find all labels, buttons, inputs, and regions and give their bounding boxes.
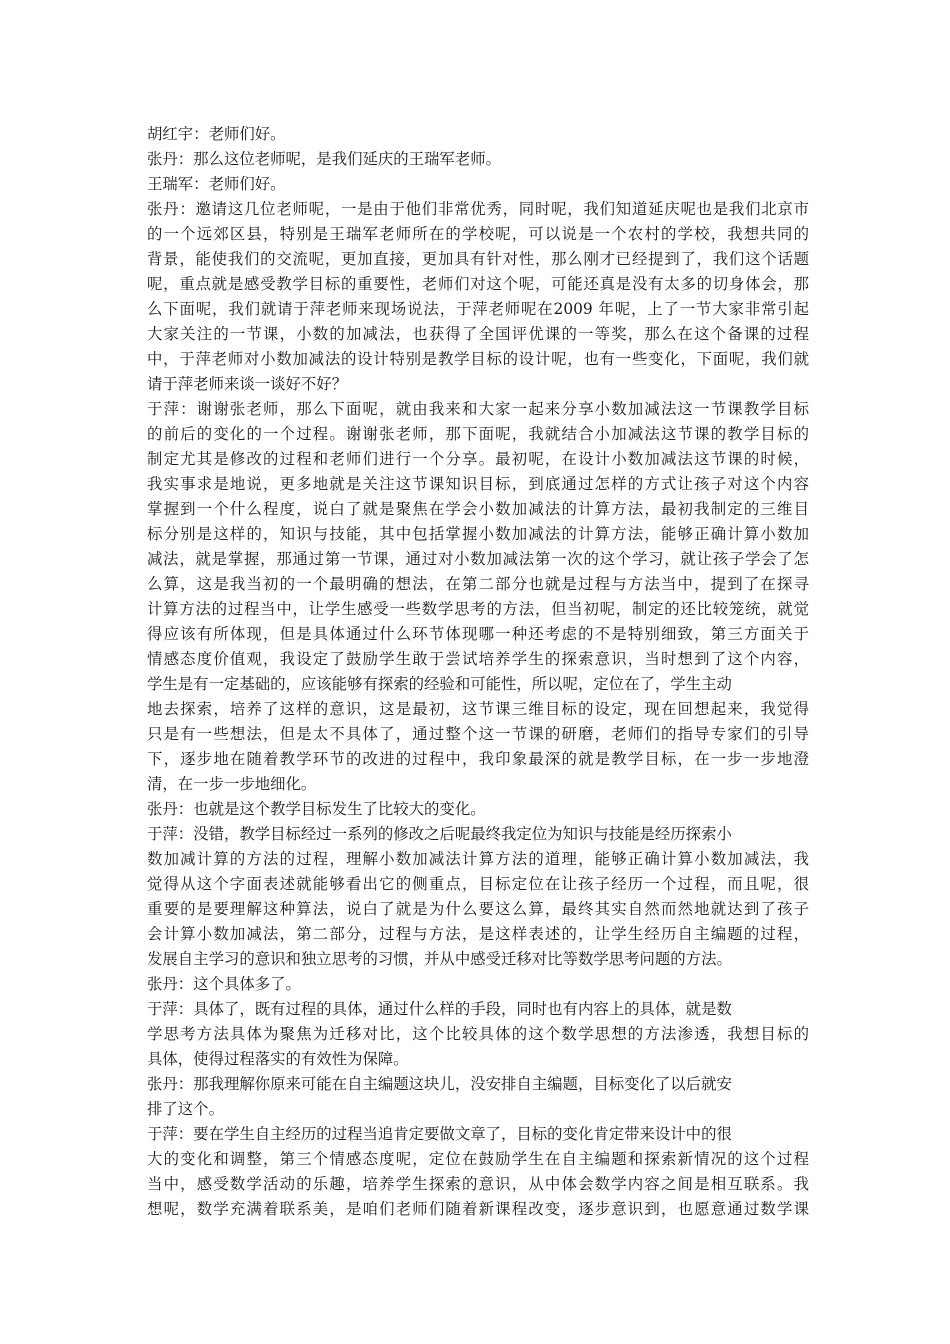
text-line: 张丹：邀请这几位老师呢，一是由于他们非常优秀，同时呢，我们知道延庆呢也是我们北京市 (147, 200, 809, 218)
text-line: 数加减计算的方法的过程，理解小数加减法计算方法的道理，能够正确计算小数加减法，我 (147, 850, 809, 868)
text-line: 张丹：那么这位老师呢，是我们延庆的王瑞军老师。 (147, 150, 501, 168)
text-line: 于萍：具体了，既有过程的具体，通过什么样的手段，同时也有内容上的具体，就是数 (147, 1000, 732, 1018)
text-line: 学思考方法具体为聚焦为迁移对比，这个比较具体的这个数学思想的方法渗透，我想目标的 (147, 1025, 809, 1043)
text-line: 于萍：谢谢张老师，那么下面呢，就由我来和大家一起来分享小数加减法这一节课教学目标 (147, 400, 809, 418)
text-line: 胡红宇：老师们好。 (147, 125, 286, 143)
text-line: 会计算小数加减法，第二部分，过程与方法，是这样表述的，让学生经历自主编题的过程， (147, 925, 809, 943)
text-line: 于萍：没错，教学目标经过一系列的修改之后呢最终我定位为知识与技能是经历探索小 (147, 825, 732, 843)
text-line: 标分别是这样的，知识与技能，其中包括掌握小数加减法的计算方法，能够正确计算小数加 (147, 525, 809, 543)
text-line: 减法，就是掌握，那通过第一节课，通过对小数加减法第一次的这个学习，就让孩子学会了怎 (147, 550, 809, 568)
text-line: 发展自主学习的意识和独立思考的习惯，并从中感受迁移对比等数学思考问题的方法。 (147, 950, 732, 968)
document-body (147, 122, 809, 1222)
text-line: 计算方法的过程当中，让学生感受一些数学思考的方法，但当初呢，制定的还比较笼统，就觉 (147, 600, 809, 618)
text-line: 张丹：这个具体多了。 (147, 975, 301, 993)
text-line: 学生是有一定基础的，应该能够有探索的经验和可能性，所以呢，定位在了，学生主动 (147, 675, 732, 693)
text-line: 大的变化和调整，第三个情感态度呢，定位在鼓励学生在自主编题和探索新情况的这个过程 (147, 1150, 809, 1168)
text-line: 呢，重点就是感受教学目标的重要性，老师们对这个呢，可能还真是没有太多的切身体会，那 (147, 275, 809, 293)
text-line: 大家关注的一节课，小数的加减法，也获得了全国评优课的一等奖，那么在这个备课的过程 (147, 325, 809, 343)
text-line: 当中，感受数学活动的乐趣，培养学生探索的意识，从中体会数学内容之间是相互联系。我 (147, 1175, 809, 1193)
text-line: 么算，这是我当初的一个最明确的想法，在第二部分也就是过程与方法当中，提到了在探寻 (147, 575, 809, 593)
text-line: 地去探索，培养了这样的意识，这是最初，这节课三维目标的设定，现在回想起来，我觉得 (147, 700, 809, 718)
text-line: 背景，能使我们的交流呢，更加直接，更加具有针对性，那么刚才已经提到了，我们这个话题 (147, 250, 809, 268)
text-line: 情感态度价值观，我设定了鼓励学生敢于尝试培养学生的探索意识，当时想到了这个内容， (147, 650, 809, 668)
text-line: 么下面呢，我们就请于萍老师来现场说法，于萍老师呢在2009 年呢，上了一节大家非常引起 (147, 300, 809, 318)
text-line: 下，逐步地在随着教学环节的改进的过程中，我印象最深的就是教学目标，在一步一步地澄 (147, 750, 809, 768)
text-line: 觉得从这个字面表述就能够看出它的侧重点，目标定位在让孩子经历一个过程，而且呢，很 (147, 875, 809, 893)
text-line: 掌握到一个什么程度，说白了就是聚焦在学会小数加减法的计算方法，最初我制定的三维目 (147, 500, 809, 518)
text-line: 我实事求是地说，更多地就是关注这节课知识目标，到底通过怎样的方式让孩子对这个内容 (147, 475, 809, 493)
text-line: 王瑞军：老师们好。 (147, 175, 286, 193)
text-line: 张丹：那我理解你原来可能在自主编题这块儿，没安排自主编题，目标变化了以后就安 (147, 1075, 732, 1093)
text-line: 制定尤其是修改的过程和老师们进行一个分享。最初呢，在设计小数加减法这节课的时候， (147, 450, 809, 468)
text-line: 张丹：也就是这个教学目标发生了比较大的变化。 (147, 800, 486, 818)
text-line: 具体，使得过程落实的有效性为保障。 (147, 1050, 409, 1068)
text-line: 于萍：要在学生自主经历的过程当追肯定要做文章了，目标的变化肯定带来设计中的很 (147, 1125, 732, 1143)
text-line: 排了这个。 (147, 1100, 224, 1118)
text-line: 请于萍老师来谈一谈好不好？ (147, 375, 348, 393)
text-line: 的一个远郊区县，特别是王瑞军老师所在的学校呢，可以说是一个农村的学校，我想共同的 (147, 225, 809, 243)
text-line: 得应该有所体现，但是具体通过什么环节体现哪一种还考虑的不是特别细致，第三方面关于 (147, 625, 809, 643)
text-line: 只是有一些想法，但是太不具体了，通过整个这一节课的研磨，老师们的指导专家们的引导 (147, 725, 809, 743)
text-line: 中，于萍老师对小数加减法的设计特别是教学目标的设计呢，也有一些变化，下面呢，我们就 (147, 350, 809, 368)
text-line: 想呢，数学充满着联系美，是咱们老师们随着新课程改变，逐步意识到，也愿意通过数学课 (147, 1200, 809, 1218)
text-line: 重要的是要理解这种算法，说白了就是为什么要这么算，最终其实自然而然地就达到了孩子 (147, 900, 809, 918)
text-line: 清，在一步一步地细化。 (147, 775, 317, 793)
text-line: 的前后的变化的一个过程。谢谢张老师，那下面呢，我就结合小加减法这节课的教学目标的 (147, 425, 809, 443)
